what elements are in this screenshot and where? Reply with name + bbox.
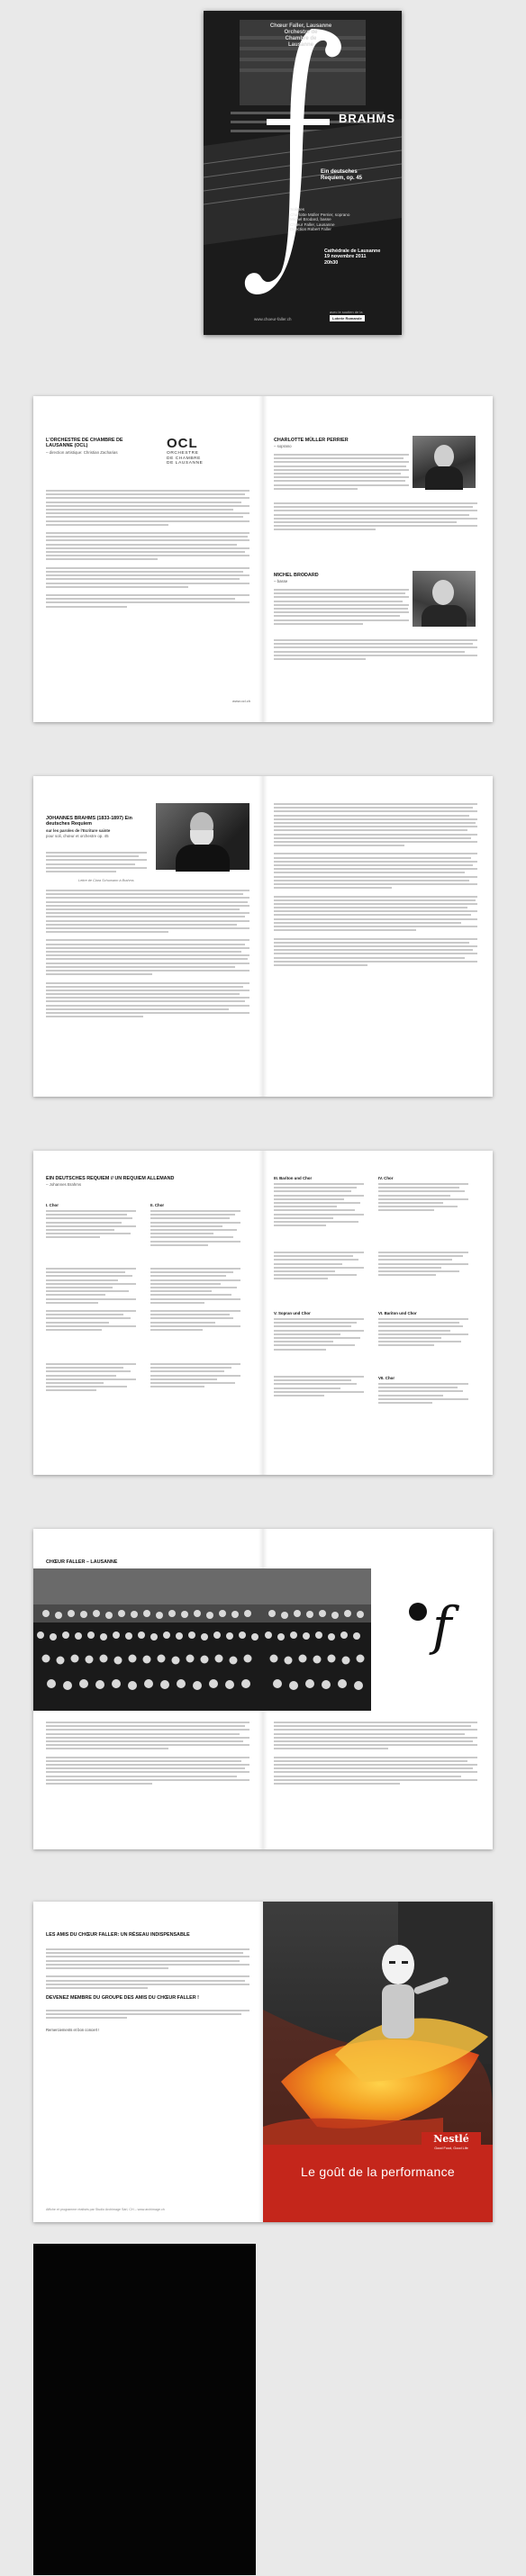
friends-heading: LES AMIS DU CHŒUR FALLER: UN RÉSEAU INDISPENSABLE <box>46 1932 190 1938</box>
f-clef-logo-icon: f <box>432 1595 452 1657</box>
section-title: III. Bariton und Chor <box>274 1176 313 1180</box>
date-line: 19 novembre 2011 <box>324 254 367 260</box>
sponsor-badge: Loterie Romande <box>330 315 365 321</box>
ocl-logo-line: DE CHAMBRE <box>167 456 201 461</box>
section-lyrics <box>378 1318 468 1346</box>
bass-biography-text <box>274 589 409 625</box>
cover-title-line: Orchestre de <box>284 30 318 35</box>
cover-title-line: Lausanne <box>287 42 313 48</box>
brahms-essay-text <box>46 890 249 1017</box>
soprano-subheading: – soprano <box>274 444 292 448</box>
ocl-biography-text <box>46 490 249 608</box>
choir-group-photo-continued <box>263 1568 371 1711</box>
website-link[interactable]: www.choeur-faller.ch <box>254 317 292 321</box>
ocl-website[interactable]: www.ocl.ch <box>231 699 250 703</box>
choir-description-text-2 <box>274 1722 477 1785</box>
section-title: II. Chor <box>150 1203 165 1207</box>
section-lyrics <box>150 1210 240 1246</box>
section-title: VII. Chor <box>378 1376 395 1380</box>
membership-text <box>46 2010 249 2019</box>
cover-title-line: Chambre de <box>285 36 317 41</box>
ocl-logo <box>167 436 248 466</box>
section-title: I. Chor <box>46 1203 59 1207</box>
soprano-biography-text-2 <box>274 502 477 530</box>
letter-quote-text <box>46 852 147 872</box>
section-lyrics <box>274 1183 364 1226</box>
composer-name: BRAHMS <box>339 112 396 125</box>
ocl-logo-line: ORCHESTRE <box>167 451 199 456</box>
choir-logo <box>409 1595 472 1662</box>
spread-orchestra-soloists <box>33 396 493 722</box>
section-lyrics <box>46 1268 136 1331</box>
section-lyrics <box>274 1252 364 1279</box>
credits-footer: Affiche et programme réalisés par Studio Archimage Sàrl, CH – www.archimage.ch <box>46 2208 165 2211</box>
brahms-heading: JOHANNES BRAHMS (1833-1897) Ein deutsches Requiem <box>46 816 132 827</box>
page-right <box>263 1151 493 1475</box>
requiem-heading: EIN DEUTSCHES REQUIEM // UN REQUIEM ALLEMAND <box>46 1176 175 1181</box>
page-right <box>263 776 493 1097</box>
brahms-portrait-photo <box>156 803 249 870</box>
choir-description-text <box>46 1722 249 1785</box>
page-left <box>33 396 263 722</box>
requiem-subheading: – Johannes Brahms <box>46 1182 82 1187</box>
time-line: 20h30 <box>324 259 339 266</box>
spread-brahms <box>33 776 493 1097</box>
spread-choir <box>33 1529 493 1849</box>
section-lyrics <box>274 1318 364 1351</box>
spread-friends-ad <box>33 1902 493 2222</box>
soprano-biography-text <box>274 454 409 490</box>
ocl-logo-line: DE LAUSANNE <box>167 461 204 466</box>
work-title-line: Requiem, op. 45 <box>321 176 363 181</box>
nestle-tagline: Good Food, Good Life <box>434 2147 468 2150</box>
section-title: V. Sopran und Chor <box>274 1311 311 1315</box>
cover-artwork <box>204 11 402 335</box>
nestle-ad-page <box>263 1902 493 2222</box>
ocl-subheading: – direction artistique: Christian Zacharias <box>46 450 118 455</box>
performer-line: Charlotte Müller Perrier, soprano <box>290 212 350 217</box>
performer-line: Direction Robert Faller <box>290 227 331 232</box>
section-lyrics <box>46 1363 136 1391</box>
friends-text <box>46 1948 249 1989</box>
page-right <box>263 396 493 722</box>
nestle-brand-name: Nestlé <box>433 2133 469 2145</box>
brahms-essay-text-2 <box>274 803 477 966</box>
performer-line: Chœur Faller, Lausanne <box>290 221 335 227</box>
section-title: VI. Bariton und Chor <box>378 1311 417 1315</box>
support-text: avec le soutien de la <box>330 310 363 314</box>
cover-title-line: Chœur Faller, Lausanne <box>269 23 332 29</box>
ocl-logo-mark: OCL <box>167 436 198 451</box>
section-lyrics <box>150 1268 240 1331</box>
soprano-portrait-photo <box>413 436 476 488</box>
page-left <box>33 1151 263 1475</box>
page-left <box>33 1529 263 1849</box>
work-title-line: Ein deutsches <box>321 169 358 175</box>
nestle-logo <box>422 2132 481 2157</box>
choir-heading: CHŒUR FALLER – LAUSANNE <box>46 1559 118 1565</box>
section-lyrics <box>150 1363 240 1387</box>
program-cover <box>204 11 402 335</box>
soprano-heading: CHARLOTTE MÜLLER PERRIER <box>274 438 349 443</box>
section-lyrics <box>274 1376 364 1396</box>
page-right <box>263 1529 493 1849</box>
section-lyrics <box>378 1383 468 1404</box>
bass-portrait-photo <box>413 571 476 627</box>
ad-slogan: Le goût de la performance <box>301 2165 455 2179</box>
page-left <box>33 1902 263 2222</box>
bass-biography-text-2 <box>274 639 477 660</box>
membership-heading: DEVENEZ MEMBRE DU GROUPE DES AMIS DU CHŒUR FALLER ! <box>46 1995 199 2001</box>
brahms-subheading-2: pour soli, chœur et orchestre op. 45 <box>46 834 109 838</box>
performer-line: Solistes <box>290 207 305 212</box>
page-left <box>33 776 263 1097</box>
choir-logo-dot-icon <box>409 1603 427 1621</box>
performer-line: Michel Brodard, basse <box>290 217 331 222</box>
choir-group-photo <box>33 1568 263 1711</box>
section-title: IV. Chor <box>378 1176 394 1180</box>
venue-line: Cathédrale de Lausanne <box>324 249 381 254</box>
letter-caption: Lettre de Clara Schumann à Brahms <box>78 879 134 882</box>
spread-requiem-text <box>33 1151 493 1475</box>
section-lyrics <box>378 1252 468 1276</box>
bass-heading: MICHEL BRODARD <box>274 573 319 578</box>
section-lyrics <box>378 1183 468 1211</box>
brahms-subheading: sur les paroles de l'Ecriture sainte <box>46 828 111 833</box>
back-cover-black <box>33 2244 256 2575</box>
section-lyrics <box>46 1210 136 1238</box>
bass-subheading: – basse <box>274 579 288 583</box>
ocl-heading: L'ORCHESTRE DE CHAMBRE DE LAUSANNE (OCL) <box>46 438 123 449</box>
thanks-text: Remerciements et bon concert ! <box>46 2028 100 2032</box>
